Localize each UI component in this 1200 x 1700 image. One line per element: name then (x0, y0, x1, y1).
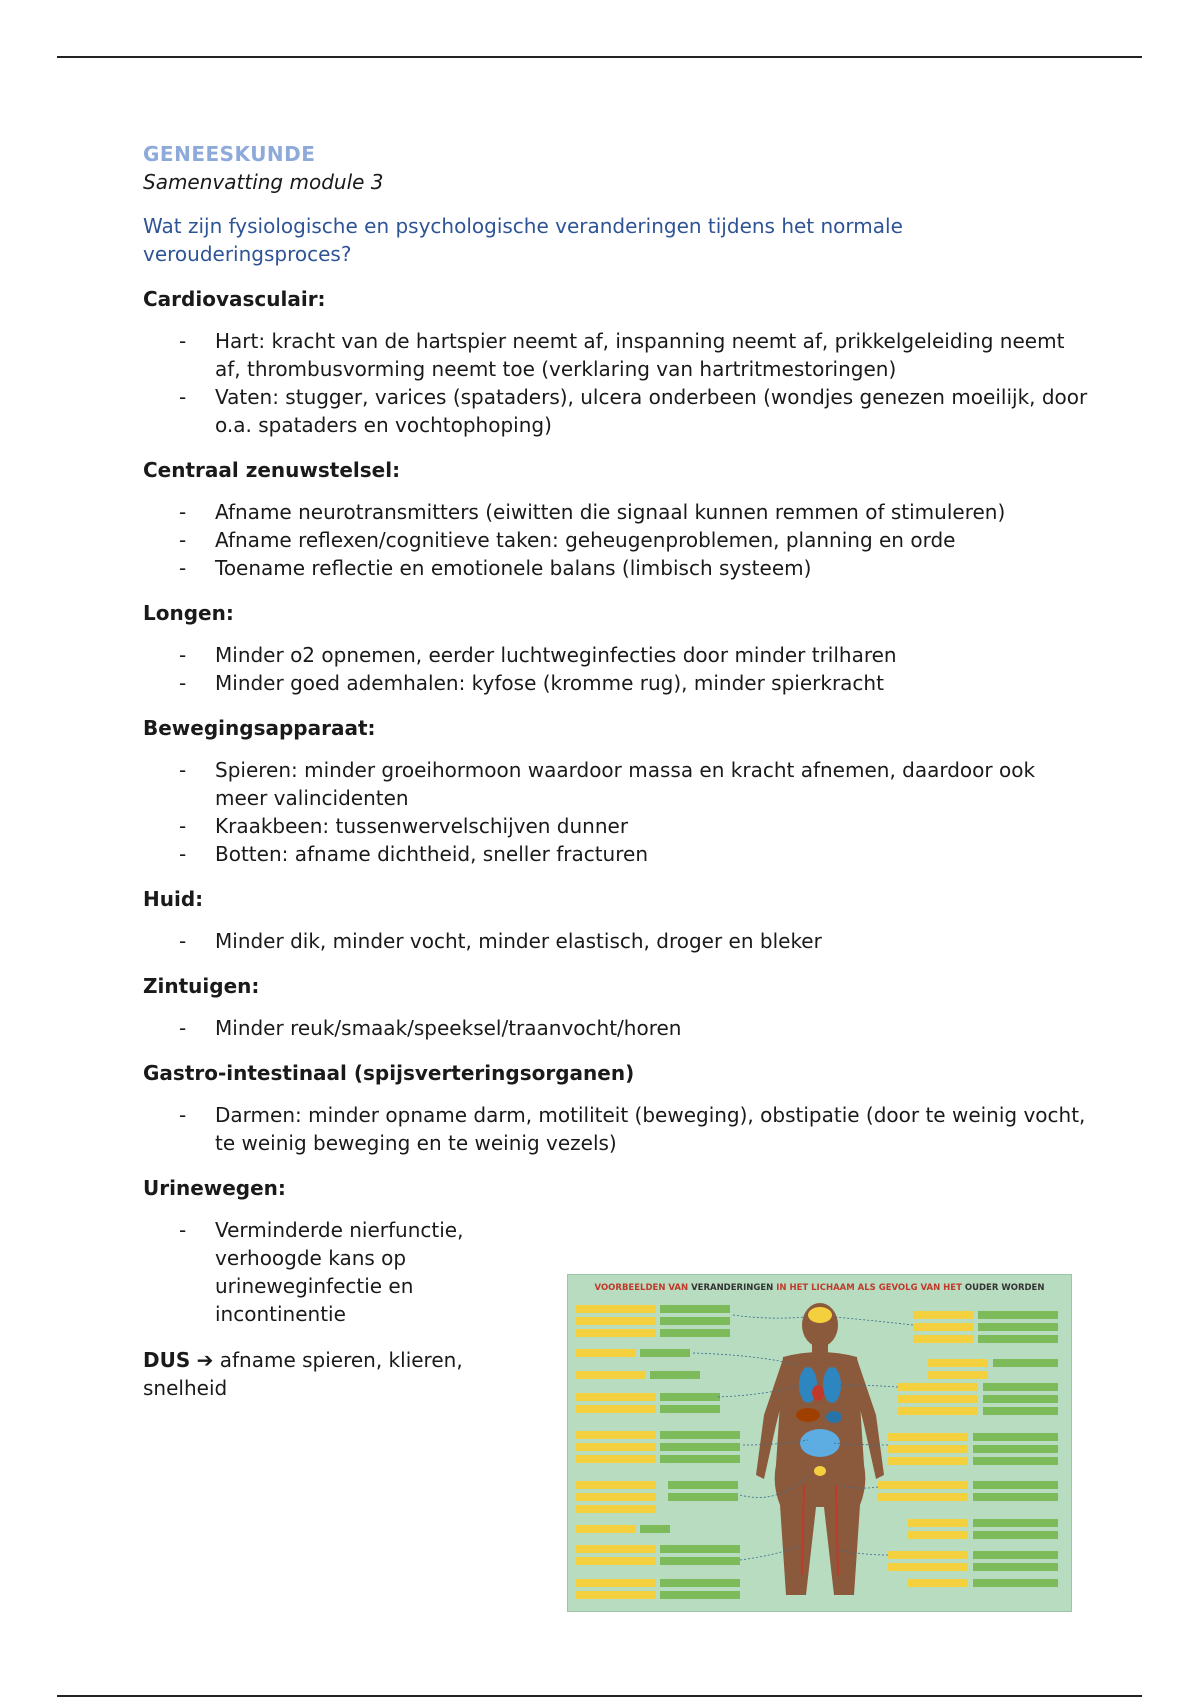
section-heading: Huid: (143, 887, 204, 911)
section-heading: Centraal zenuwstelsel: (143, 458, 401, 482)
bullet-list (143, 1216, 525, 1328)
section-huid (143, 885, 1093, 955)
list-item: - Minder reuk/smaak/speeksel/traanvocht/horen (179, 1016, 682, 1040)
document-body (143, 140, 1093, 1414)
poster-left-boxes (576, 1305, 740, 1599)
list-item: - Minder dik, minder vocht, minder elastisch, droger en bleker (179, 929, 822, 953)
bullet-list (143, 1014, 1093, 1042)
section-heading: Longen: (143, 601, 234, 625)
poster-right-boxes (878, 1311, 1058, 1587)
list-item: - Minder goed ademhalen: kyfose (kromme rug), minder spierkracht (179, 671, 884, 695)
list-item: - Vaten: stugger, varices (spataders), ulcera onderbeen (wondjes genezen moeilijk, door o.a. spataders en vochtophoping) (179, 385, 1088, 437)
list-item: - Botten: afname dichtheid, sneller fracturen (179, 842, 648, 866)
section-heading: Urinewegen: (143, 1176, 286, 1200)
list-item: - Afname reflexen/cognitieve taken: geheugenproblemen, planning en orde (179, 528, 956, 552)
bullet-list (143, 498, 1093, 582)
list-item: - Toename reflectie en emotionele balans (limbisch systeem) (179, 556, 812, 580)
list-item: - Verminderde nierfunctie, verhoogde kans op urineweginfectie en incontinentie (179, 1218, 464, 1326)
conclusion: DUS ➔ afname spieren, klieren, snelheid (143, 1348, 463, 1400)
list-item: - Minder o2 opnemen, eerder luchtweginfecties door minder trilharen (179, 643, 897, 667)
bullet-list (143, 756, 1093, 868)
doc-subtitle: Samenvatting module 3 (143, 170, 384, 194)
bottom-rule (57, 1695, 1142, 1697)
list-item: - Kraakbeen: tussenwervelschijven dunner (179, 814, 629, 838)
section-cardiovasculair (143, 285, 1093, 439)
poster-title: VOORBEELDEN VAN VERANDERINGEN IN HET LICHAAM ALS GEVOLG VAN HET OUDER WORDEN (594, 1283, 1045, 1293)
section-czs (143, 456, 1093, 582)
doc-title: GENEESKUNDE (143, 142, 316, 166)
list-item: - Spieren: minder groeihormoon waardoor massa en kracht afnemen, daardoor ook meer valincidenten (179, 758, 1036, 810)
question-heading: Wat zijn fysiologische en psychologische veranderingen tijdens het normale verouderingsproces? (143, 214, 903, 266)
section-gastro (143, 1059, 1093, 1157)
bullet-list (143, 327, 1093, 439)
section-bewegingsapparaat (143, 714, 1093, 868)
aging-body-poster (567, 1274, 1072, 1612)
section-zintuigen (143, 972, 1093, 1042)
bullet-list (143, 1101, 1093, 1157)
section-heading: Cardiovasculair: (143, 287, 326, 311)
bullet-list (143, 641, 1093, 697)
list-item: - Afname neurotransmitters (eiwitten die signaal kunnen remmen of stimuleren) (179, 500, 1006, 524)
arrow-icon: ➔ (196, 1348, 214, 1372)
bullet-list (143, 927, 1093, 955)
section-heading: Zintuigen: (143, 974, 260, 998)
poster-illustration (568, 1275, 1072, 1612)
list-item: - Hart: kracht van de hartspier neemt af, inspanning neemt af, prikkelgeleiding neemt af, thrombusvorming neemt toe (verklaring van hartritmestoringen) (179, 329, 1065, 381)
list-item: - Darmen: minder opname darm, motiliteit (beweging), obstipatie (door te weinig vocht, te weinig beweging en te weinig vezels) (179, 1103, 1086, 1155)
section-longen (143, 599, 1093, 697)
top-rule (57, 56, 1142, 58)
section-heading: Bewegingsapparaat: (143, 716, 376, 740)
section-heading: Gastro-intestinaal (spijsverteringsorganen) (143, 1061, 635, 1085)
